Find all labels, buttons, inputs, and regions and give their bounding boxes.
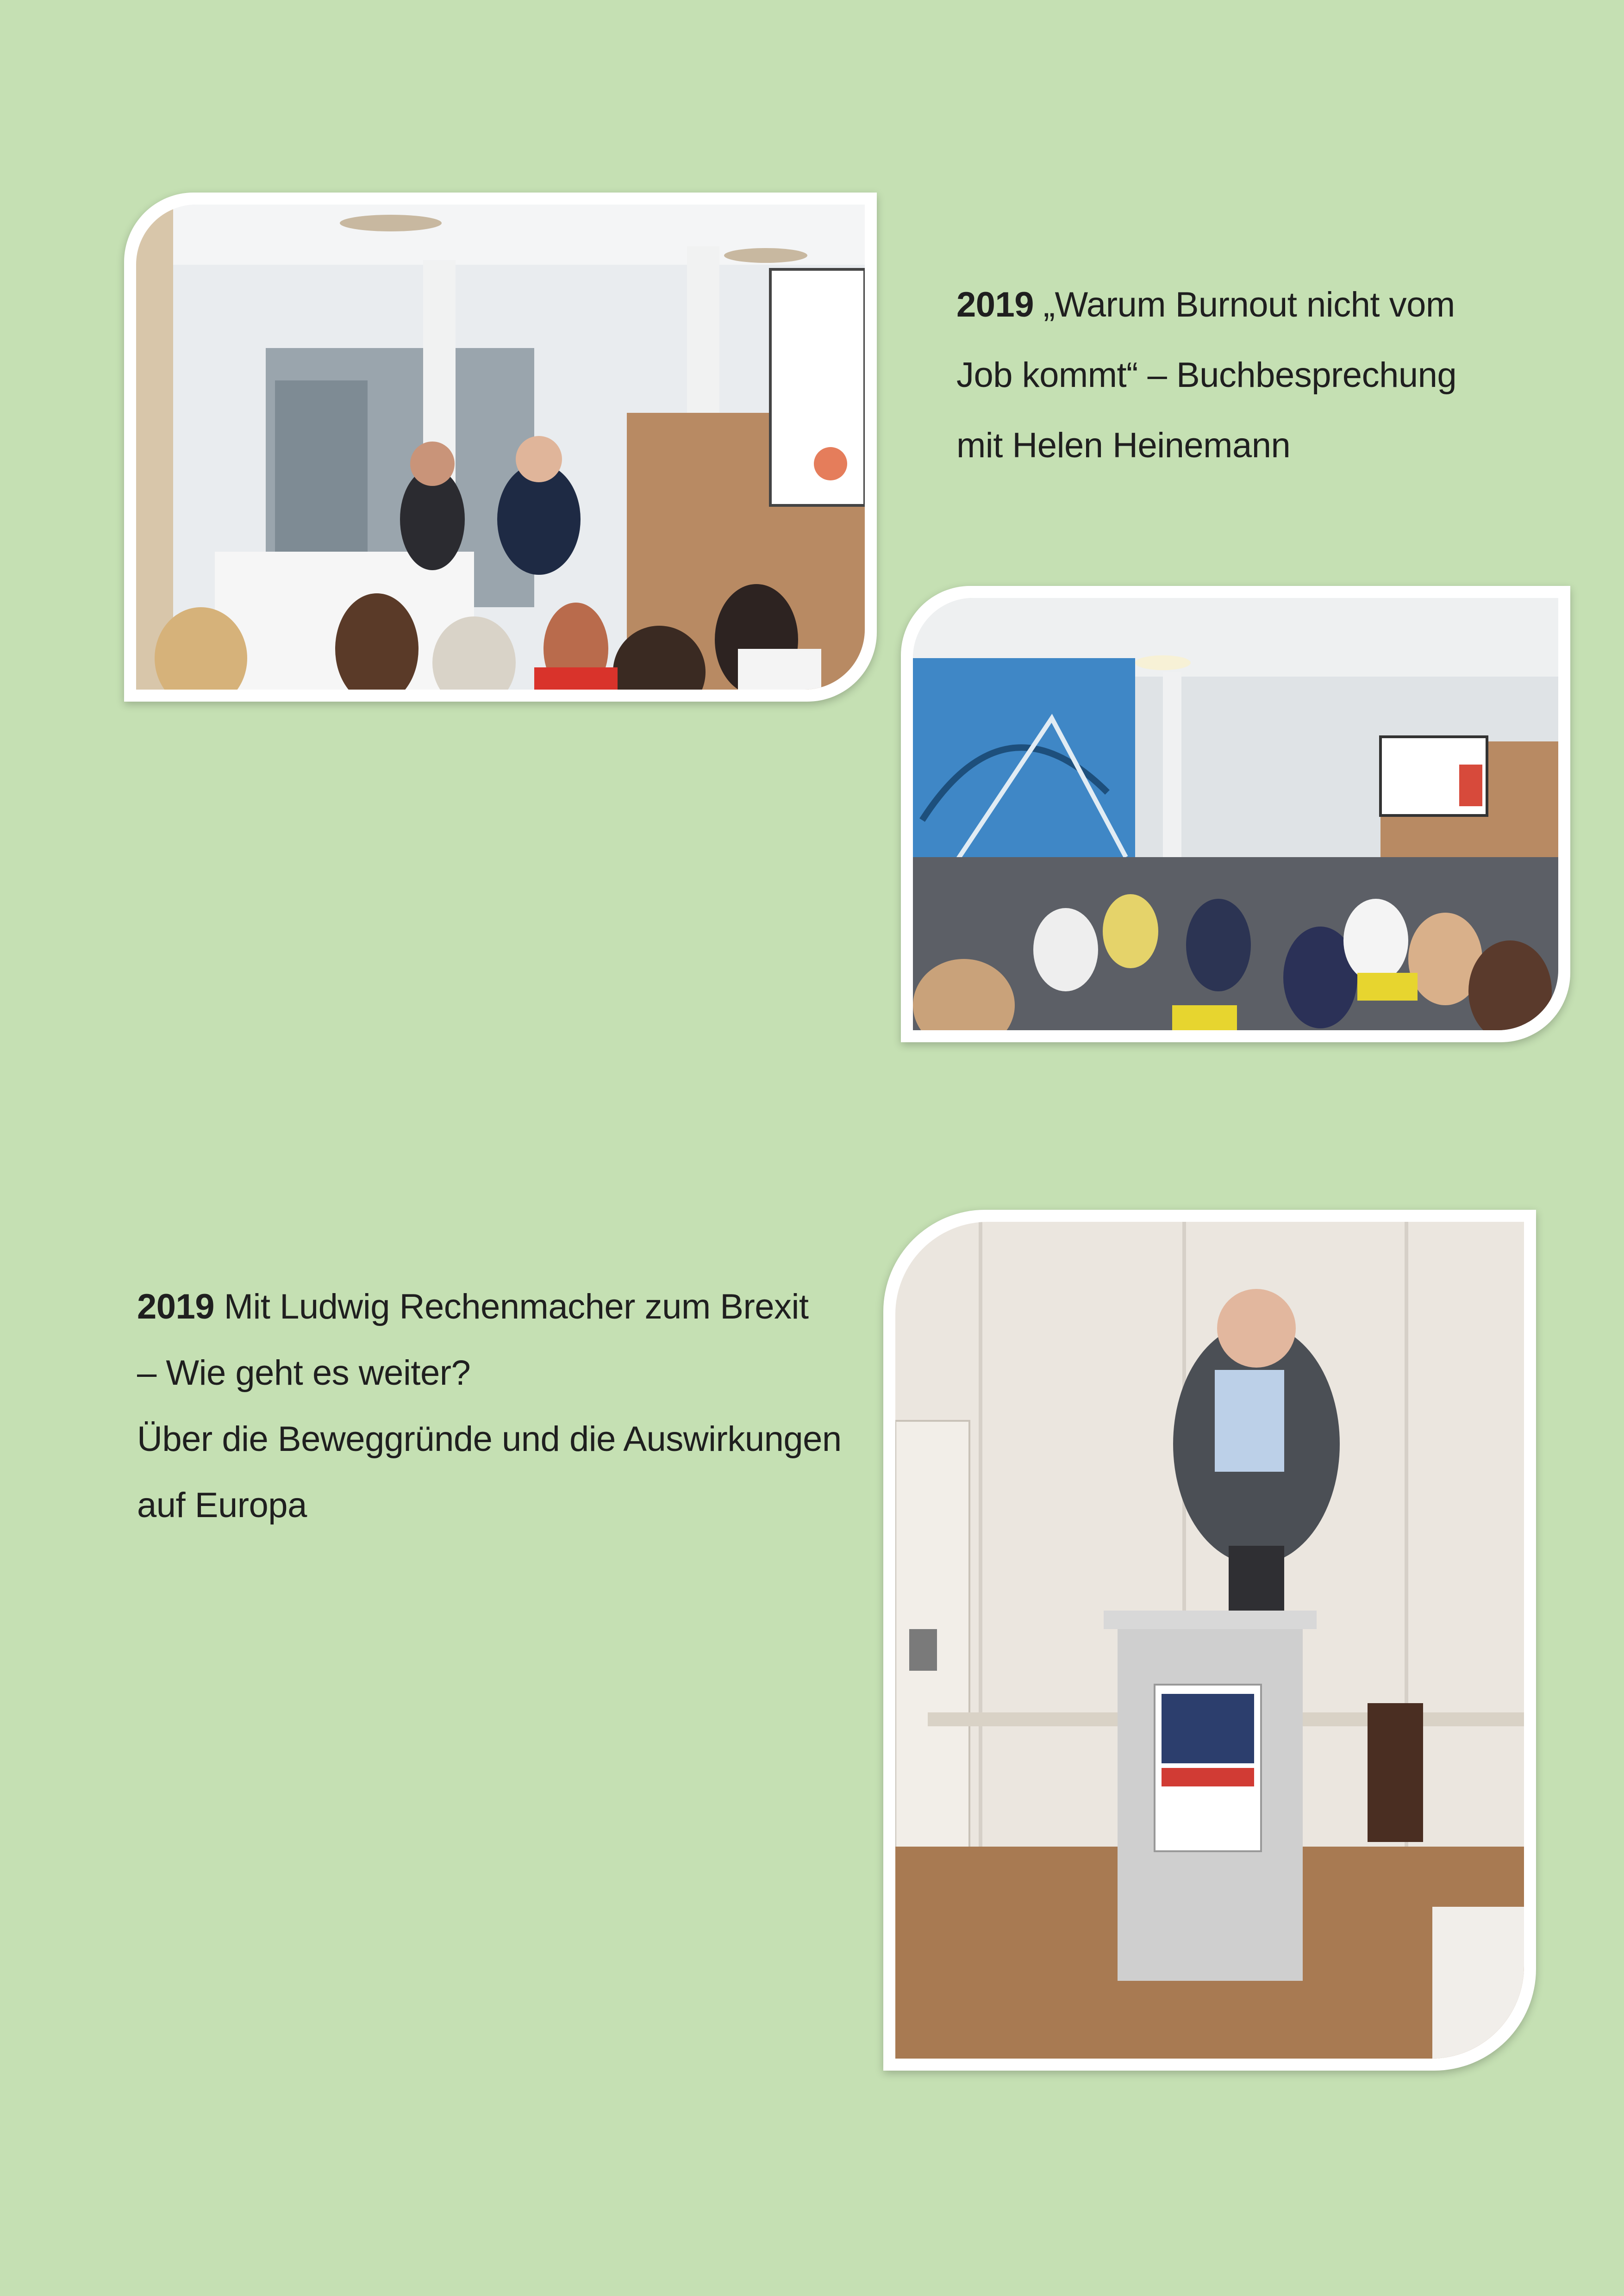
caption-line: Über die Beweggründe und die Auswirkungen: [137, 1419, 842, 1459]
event-year: 2019: [137, 1287, 215, 1326]
event-caption-burnout: [956, 270, 1540, 481]
speaker-at-lectern-photo-icon: [895, 1222, 1524, 2059]
speaker-at-lectern-photo: [883, 1210, 1536, 2071]
event-caption-brexit: [137, 1274, 841, 1538]
caption-line: Mit Ludwig Rechenmacher zum Brexit: [224, 1287, 809, 1326]
event-year: 2019: [956, 285, 1034, 324]
audience-hall-photo: [901, 586, 1570, 1042]
panel-discussion-photo-icon: [136, 205, 865, 690]
caption-line: auf Europa: [137, 1486, 307, 1525]
caption-line: – Wie geht es weiter?: [137, 1353, 471, 1393]
audience-hall-photo-icon: [913, 598, 1558, 1030]
caption-line: Job kommt“ – Buchbesprechung: [956, 355, 1457, 395]
caption-line: mit Helen Heinemann: [956, 426, 1291, 465]
caption-line: „Warum Burnout nicht vom: [1043, 285, 1455, 324]
panel-discussion-photo: [124, 193, 877, 702]
